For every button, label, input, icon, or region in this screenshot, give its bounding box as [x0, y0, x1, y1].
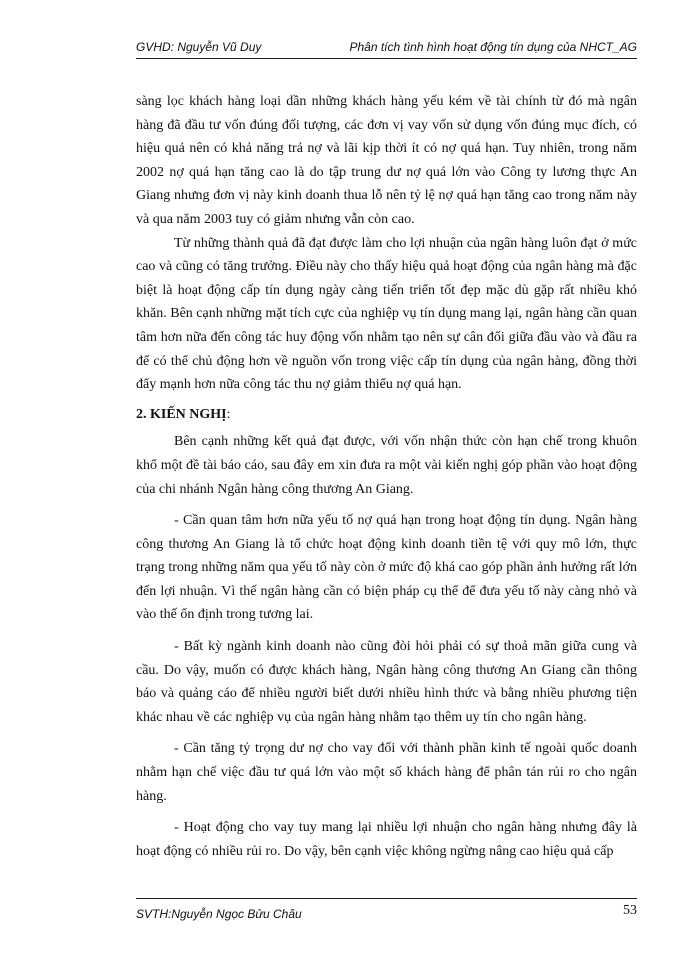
page-content	[136, 90, 637, 863]
paragraph-6: - Cần tăng tỷ trọng dư nợ cho vay đối với thành phần kinh tế ngoài quốc doanh nhằm hạn chế việc đầu tư quá lớn vào một số khách hàng để phân tán rủi ro cho ngân hàng.	[136, 741, 637, 804]
paragraph-2: Từ những thành quả đã đạt được làm cho lợi nhuận của ngân hàng luôn đạt ở mức cao và cũng có tăng trưởng. Điều này cho thấy hiệu quả hoạt động của ngân hàng mà đặc biệt là hoạt động cấp tín dụng ngày càng tiến triển tốt đẹp mặc dù gặp rất nhiều khó khăn. Bên cạnh những mặt tích cực của nghiệp vụ tín dụng mang lại, ngân hàng cần quan tâm hơn nữa đến công tác huy động vốn nhằm tạo nên sự cân đối giữa đầu vào và đầu ra để có thể chủ động hơn về nguồn vốn trong việc cấp tín dụng của ngân hàng, đồng thời đẩy mạnh hơn nữa công tác thu nợ giảm thiểu nợ quá hạn.	[136, 235, 637, 393]
paragraph-1: sàng lọc khách hàng loại dần những khách hàng yếu kém về tài chính từ đó mà ngân hàng đã đầu tư vốn đúng đối tượng, các đơn vị vay vốn sử dụng vốn đúng mục đích, có hiệu quả nên có khả năng trả nợ và lãi kịp thời ít có nợ quá hạn. Tuy nhiên, trong năm 2002 nợ quá hạn tăng cao là do tập trung dư nợ quá lớn vào Công ty lương thực An Giang nhưng đơn vị này kinh doanh thua lỗ nên tỷ lệ nợ quá hạn tăng cao trong năm này và qua năm 2003 tuy có giảm nhưng vẫn còn cao.	[136, 94, 637, 227]
paragraph-3: Bên cạnh những kết quả đạt được, với vốn nhận thức còn hạn chế trong khuôn khổ một đề tài báo cáo, sau đây em xin đưa ra một vài kiến nghị góp phần vào hoạt động của chi nhánh Ngân hàng công thương An Giang.	[136, 434, 637, 497]
paragraph-5: - Bất kỳ ngành kinh doanh nào cũng đòi hỏi phải có sự thoả mãn giữa cung và cầu. Do vậy, muốn có được khách hàng, Ngân hàng công thương An Giang cần thông báo và quảng cáo để nhiều người biết dưới nhiều hình thức và bằng nhiều phương tiện khác nhau về các nghiệp vụ của ngân hàng nhằm tạo thêm uy tín cho ngân hàng.	[136, 639, 637, 725]
header-advisor: GVHD: Nguyễn Vũ Duy	[136, 40, 262, 54]
section-heading	[136, 403, 637, 427]
page-footer	[136, 898, 637, 921]
paragraph-4: - Cần quan tâm hơn nữa yếu tố nợ quá hạn trong hoạt động tín dụng. Ngân hàng công thương An Giang là tổ chức hoạt động kinh doanh tiền tệ với quy mô lớn, thực trạng trong những năm qua yếu tố này còn ở mức độ khá cao góp phần ảnh hưởng rất lớn đến lợi nhuận. Vì thế ngân hàng cần có biện pháp cụ thể để đưa yếu tố này càng nhỏ và vào thế ổn định trong tương lai.	[136, 513, 637, 623]
section-heading-text: 2. KIẾN NGHỊ	[136, 406, 227, 422]
page-number: 53	[623, 903, 637, 918]
section-heading-colon: :	[226, 406, 231, 422]
paragraph-7: - Hoạt động cho vay tuy mang lại nhiều lợi nhuận cho ngân hàng nhưng đây là hoạt động có nhiều rủi ro. Do vậy, bên cạnh việc không ngừng nâng cao hiệu quả cấp	[136, 820, 637, 859]
page-header	[136, 36, 637, 59]
header-title: Phân tích tình hình hoạt động tín dụng của NHCT_AG	[349, 40, 637, 54]
footer-author: SVTH:Nguyễn Ngọc Bửu Châu	[136, 907, 302, 921]
